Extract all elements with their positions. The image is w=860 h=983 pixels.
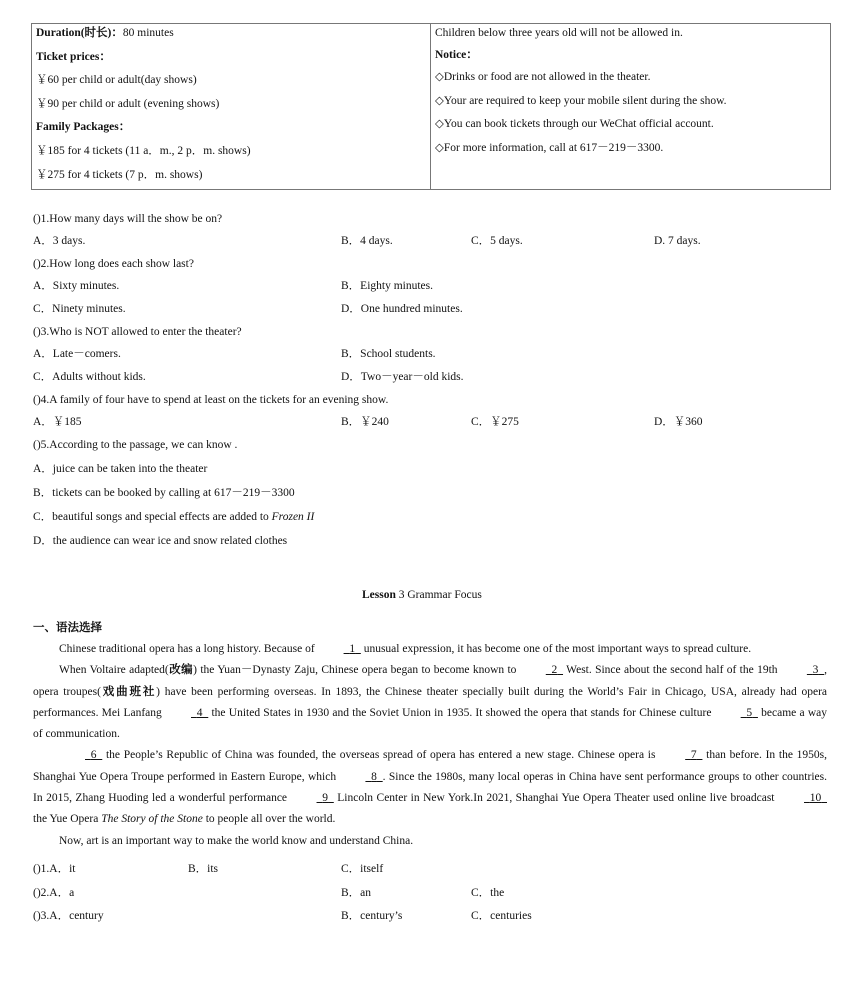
passage-text: When Voltaire adapted( [59, 664, 169, 677]
question-5-option-a: A．juice can be taken into the theater [33, 463, 208, 475]
grammar-question-2-option-b: B．an [341, 887, 372, 899]
ticket-prices-label: Ticket prices： [36, 50, 111, 63]
opera-title: The Story of the Stone [101, 813, 203, 826]
blank-1 [318, 639, 361, 660]
package-185-line [36, 144, 426, 168]
grammar-question-1-option-b: B．its [188, 863, 219, 875]
question-2-option-c: C．Ninety minutes. [33, 303, 126, 315]
passage-paragraph-1 [33, 639, 827, 660]
question-2-option-a: A．Sixty minutes. [33, 280, 120, 292]
passage-text: West. Since about the second half of the 19th [563, 664, 781, 677]
family-packages-label: Family Packages： [36, 121, 131, 134]
lesson-title-bold: Lesson [362, 589, 396, 601]
grammar-question-3-option-c: C．centuries [471, 910, 532, 922]
lesson-title [362, 588, 482, 602]
grammar-question-1-option-c: C．itself [341, 863, 384, 875]
question-1-stem: ()1.How many days will the show be on? [33, 213, 223, 225]
passage-text: , opera troupes( [33, 664, 827, 698]
blank-number: 8 [371, 770, 377, 783]
blank-5 [715, 703, 758, 724]
passage-text: Now, art is an important way to make the world know and understand China. [59, 834, 414, 847]
info-table-left-column [32, 24, 431, 189]
passage-paragraph-4 [33, 831, 827, 852]
passage-text: the People’s Republic of China was founded, the overseas spread of opera has entered a new stage. Chinese opera is [102, 749, 660, 762]
duration-value: 80 minutes [122, 27, 174, 39]
grammar-question-2-option-a: ()2.A．a [33, 887, 75, 899]
info-table [31, 23, 831, 190]
passage-text: Lincoln Center in New York.In 2021, Shanghai Yue Opera Theater used online live broadcast [333, 792, 778, 805]
blank-7 [659, 745, 702, 766]
package-185-text: ￥185 for 4 tickets (11 a．m., 2 p．m. shows) [36, 144, 251, 157]
passage-text: became a way of communication. [33, 706, 827, 741]
grammar-question-3-option-b: B．century’s [341, 910, 403, 922]
notice-item [435, 94, 826, 118]
passage-gloss: 戏曲班社 [100, 685, 157, 698]
blank-2 [520, 660, 563, 681]
notice-phone-text: ◇For more information, call at 617－219－3300. [435, 141, 664, 154]
blank-number: 7 [690, 749, 697, 762]
question-2-option-b: B．Eighty minutes. [341, 280, 433, 292]
question-1-option-a: A．3 days. [33, 235, 86, 247]
question-5-option-c-text: C．beautiful songs and special effects are added to [33, 511, 272, 523]
question-5-option-b: B．tickets can be booked by calling at 617－219－3300 [33, 487, 295, 499]
family-packages-line [36, 120, 426, 144]
ticket-prices-line [36, 50, 426, 74]
notice-drinks-text: ◇Drinks or food are not allowed in the theater. [435, 71, 651, 83]
question-5-option-c [33, 510, 314, 524]
duration-line [36, 26, 426, 50]
passage-text: unusual expression, it has become one of the most important ways to spread culture. [360, 643, 752, 655]
passage-text: Chinese traditional opera has a long history. Because of [59, 643, 318, 655]
passage-paragraph-2 [33, 660, 827, 745]
question-3-option-d: D．Two－year－old kids. [341, 371, 464, 383]
question-1-option-b: B．4 days. [341, 235, 393, 247]
blank-number: 6 [90, 749, 97, 762]
package-275-line [36, 168, 426, 192]
question-3-stem: ()3.Who is NOT allowed to enter the theater? [33, 326, 242, 338]
blank-number: 10 [809, 792, 822, 805]
passage-text: to people all over the world. [202, 813, 336, 826]
blank-4 [165, 703, 208, 724]
passage-text: ) have been performing overseas. In 1893, the Chinese theater specially built during the World’s Fair in Chicago, USA, already had opera performances. Mei Lanfang [33, 685, 828, 719]
notice-item [435, 117, 826, 141]
blank-number: 9 [322, 792, 329, 805]
duration-label: Duration(时长)： [36, 27, 123, 39]
notice-item [435, 70, 826, 94]
blank-number: 4 [196, 706, 203, 719]
question-2-stem: ()2.How long does each show last? [33, 258, 194, 270]
question-1-option-d: D. 7 days. [654, 235, 701, 247]
passage-text: the Yue Opera [33, 813, 102, 826]
blank-3 [781, 660, 824, 681]
grammar-question-3-option-a: ()3.A．century [33, 910, 104, 922]
passage-gloss: 改编 [168, 664, 194, 677]
lesson-title-rest: 3 Grammar Focus [395, 589, 482, 601]
blank-8 [339, 767, 382, 788]
price-evening-text: ￥90 per child or adult (evening shows) [36, 97, 220, 110]
blank-number: 3 [812, 664, 819, 677]
question-5-stem: ()5.According to the passage, we can know . [33, 439, 238, 451]
grammar-question-1-option-a: ()1.A．it [33, 863, 76, 875]
price-day-text: ￥60 per child or adult(day shows) [36, 74, 197, 87]
passage-text: the United States in 1930 and the Soviet Union in 1935. It showed the opera that stands for Chinese culture [208, 706, 715, 719]
blank-6 [59, 745, 102, 766]
notice-item [435, 141, 826, 165]
question-5-option-d: D．the audience can wear ice and snow related clothes [33, 535, 288, 547]
passage-paragraph-3 [33, 745, 827, 830]
passage-text: ) the Yuan－Dynasty Zaju, Chinese opera began to become known to [193, 664, 520, 677]
question-4-option-b: B．￥240 [341, 416, 389, 428]
question-4-option-d: D．￥360 [654, 416, 703, 428]
notice-label: Notice： [435, 49, 478, 61]
grammar-passage [33, 639, 827, 852]
notice-mobile-text: ◇Your are required to keep your mobile silent during the show. [435, 94, 727, 107]
question-4-stem: ()4.A family of four have to spend at least on the tickets for an evening show. [33, 394, 389, 406]
package-275-text: ￥275 for 4 tickets (7 p．m. shows) [36, 168, 203, 181]
question-5-option-c-title: Frozen II [271, 511, 315, 523]
question-3-option-b: B．School students. [341, 348, 436, 360]
blank-9 [291, 788, 334, 809]
blank-10 [778, 788, 827, 809]
children-text: Children below three years old will not be allowed in. [435, 27, 683, 39]
price-day-line [36, 73, 426, 97]
blank-number: 2 [551, 664, 558, 677]
question-1-option-c: C．5 days. [471, 235, 523, 247]
question-2-option-d: D．One hundred minutes. [341, 303, 463, 315]
price-evening-line [36, 97, 426, 121]
question-3-option-c: C．Adults without kids. [33, 371, 146, 383]
question-4-option-c: C．￥275 [471, 416, 519, 428]
blank-number: 5 [746, 706, 753, 719]
question-3-option-a: A．Late－comers. [33, 348, 121, 360]
blank-number: 1 [349, 643, 356, 655]
info-table-right-column [431, 24, 830, 189]
children-line [435, 26, 826, 48]
grammar-question-2-option-c: C．the [471, 887, 505, 899]
passage-text: . Since the 1980s, many local operas in China have sent performance groups to other countries. In 2015, Zhang Huoding led a wonderful performance [33, 770, 827, 805]
notice-line [435, 48, 826, 70]
question-4-option-a: A．￥185 [33, 416, 82, 428]
notice-wechat-text: ◇You can book tickets through our WeChat official account. [435, 118, 714, 131]
section-heading: 一、语法选择 [33, 620, 102, 634]
passage-text: than before. In the 1950s, Shanghai Yue Opera Troupe performed in Eastern Europe, which [33, 749, 827, 783]
